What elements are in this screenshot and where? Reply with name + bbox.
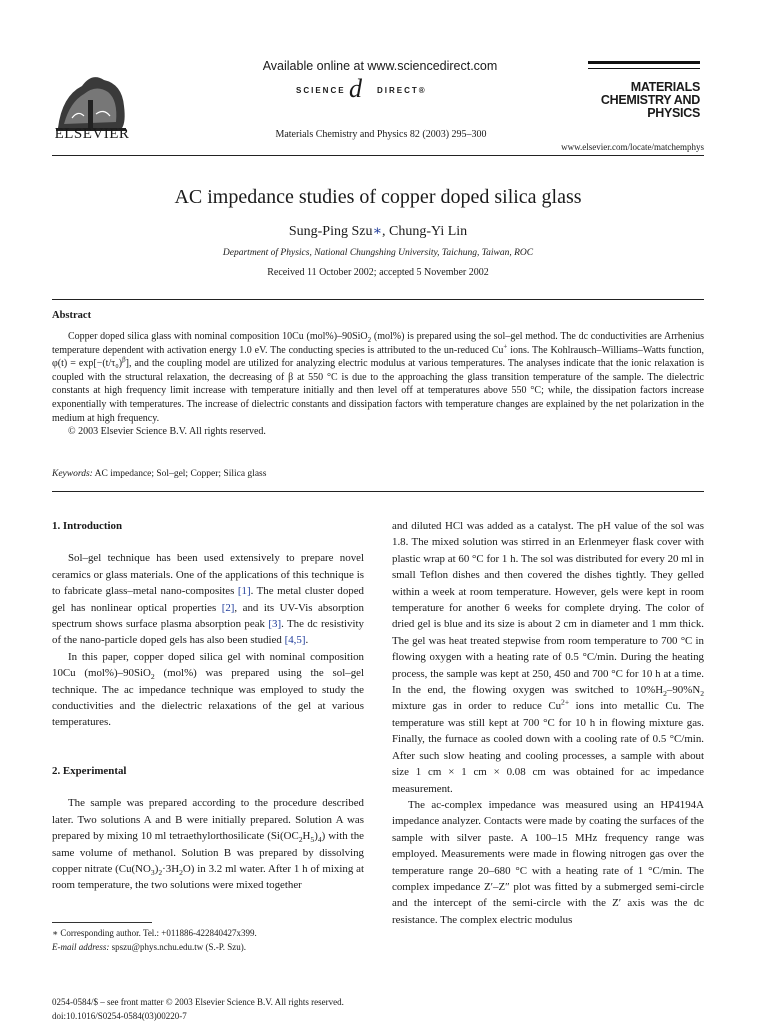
abstract-divider xyxy=(52,491,704,492)
experimental-paragraph-continued: and diluted HCl was added as a catalyst. The pH value of the sol was 1.8. The mixed solution was stirred in an Erlenmeyer flask cover with plastic wrap at 60 °C for 1 h. The sol was distributed for every 20 ml in small Teflon dishes and then covered the dishes tightly. They gelled within a week at room temperature. However, gels were kept in room temperature for another 6 weeks for complete drying. The color of dried gel is blue and its size is about 2 cm in diameter and 1 mm thick. The gel was heat treated stepwise from room temperature to 700 °C in flowing oxygen with a heating rate of 0.5 °C/min. During the heating process, the sample was kept at 250, 450 and 700 °C for 10 h at a time. In the end, the flowing oxygen was switched to $10\%H_2-90\%N_2$ mixture gas in order to reduce $Cu^{2+}$ ions into metallic Cu. The temperature was still kept at 700 °C for 10 h in flowing mixture gas. Finally, the furnace as cooled down with a cooling rate of 0.5 °C/min. After such slow heating and cooling processes, a sample with about size 1 cm × 1 cm × 0.08 cm was obtained for ac impedance measurement. xyxy=(392,520,705,795)
journal-logo xyxy=(588,61,700,125)
section-heading-introduction: 1. Introduction xyxy=(52,520,122,532)
email-note xyxy=(52,940,372,954)
intro-paragraph-2: In this paper, copper doped silica gel with nominal composition 10Cu (mol%)–90SiO$_2$ (mol%) was prepared using the sol–gel technique. The ac impedance technique was employed to study the conductivities and the dielectric relaxations of the gel at various temperatures. xyxy=(52,650,364,729)
elsevier-wordmark: ELSEVIER xyxy=(54,126,130,142)
experimental-paragraph-2: The ac-complex impedance was measured using an HP4194A impedance analyzer. Contacts were made by coating the surfaces of the sample with silver paste. A 100–15 MHz frequency range was employed. Measurements were made in flowing nitrogen gas over the temperature range 20–680 °C with a heating rate of 1 °C/min. The complex impedance Z′–Z″ plot was fitted by a submerged semi-circle and the intercept of the semi-circle with the Z′ axis was the dc resistance. The complex electric modulus xyxy=(392,798,704,926)
footnote xyxy=(52,926,372,954)
journal-title-line1: MATERIALS xyxy=(630,80,700,94)
author-szu: Sung-Ping Szu xyxy=(288,224,373,239)
left-column xyxy=(52,518,364,894)
abstract-body xyxy=(52,330,704,439)
keywords-label: Keywords: xyxy=(52,469,93,479)
intro-paragraph-1: Sol–gel technique has been used extensively to prepare novel ceramics or glass materials. One of the applications of this technique is to fabricate glass–metal nano-composites [1]. The metal cluster doped gel has nonlinear optical properties [2], and its UV-Vis absorption spectrum shows surface plasma absorption peak [3]. The dc resistivity of the nano-particle doped gels has also been studied [4,5]. xyxy=(52,552,365,647)
journal-title-line3: PHYSICS xyxy=(647,106,700,120)
available-online-notice: Available online at www.sciencedirect.com xyxy=(262,59,498,73)
citation-link-2[interactable]: [2] xyxy=(221,601,235,614)
author-list xyxy=(52,223,704,240)
doi-line: doi:10.1016/S0254-0584(03)00220-7 xyxy=(52,1010,187,1021)
author-affiliation: Department of Physics, National Chungshing University, Taichung, Taiwan, ROC xyxy=(222,248,534,258)
title-divider xyxy=(52,299,704,300)
article-title: AC impedance studies of copper doped silica glass xyxy=(174,186,582,208)
journal-logo-rule-top xyxy=(588,61,700,64)
sciencedirect-logo-mark: d xyxy=(349,74,362,103)
keywords xyxy=(52,469,704,479)
header-divider xyxy=(52,155,704,156)
footnote-divider xyxy=(52,922,152,923)
issn-line: 0254-0584/$ – see front matter © 2003 Elsevier Science B.V. All rights reserved. xyxy=(52,997,344,1007)
keywords-list: AC impedance; Sol–gel; Copper; Silica glass xyxy=(92,469,267,479)
author-lin: , Chung-Yi Lin xyxy=(381,224,468,239)
citation-link-3[interactable]: [3] xyxy=(268,618,282,631)
email-address[interactable]: spszu@phys.nchu.edu.tw (S.-P. Szu). xyxy=(109,942,246,952)
abstract-copyright: © 2003 Elsevier Science B.V. All rights reserved. xyxy=(68,426,266,438)
email-label: E-mail address: xyxy=(52,942,110,952)
page-footer xyxy=(52,996,552,1023)
sciencedirect-logo-left: SCIENCE xyxy=(296,86,346,95)
corresponding-author-note: ∗ Corresponding author. Tel.: +011886-422840427x399. xyxy=(52,928,257,938)
received-dates: Received 11 October 2002; accepted 5 November 2002 xyxy=(267,267,489,278)
corresponding-author-mark[interactable]: ∗ xyxy=(372,224,382,239)
section-heading-experimental: 2. Experimental xyxy=(52,764,127,777)
citation-link-4-5[interactable]: [4,5] xyxy=(284,634,306,647)
sciencedirect-logo-right: DIRECT® xyxy=(377,86,427,95)
abstract-heading: Abstract xyxy=(52,310,92,321)
abstract-paragraph: Copper doped silica glass with nominal composition 10Cu (mol%)–90SiO$_2$ (mol%) is prepared using the sol–gel method. The dc conductivities are Arrhenius temperature dependent with activation energy 1.0 eV. The conducting species is attributed to the un-reduced Cu+ ions. The Kohlrausch–Williams–Watts function, $\varphi(t) = \exp[-(t/\tau_0)^\beta]$, and the coupling model are utilized for analyzing electric modulus at various temperatures. The analyses indicate that the ionic relaxation is coupled with the structural relaxation, the decreasing of β at 550 °C is due to the approaching the glass transition temperature of the sample. The dielectric constants at high frequency limit increase with temperature initially and then level off at temperatures above 550 °C; while, the dissipation factors increase exponentially with temperatures. The increase of dielectric constants and dissipation factors with temperature changes are explained by the net polarization in the medium at high frequency. xyxy=(52,331,705,424)
experimental-paragraph-1: The sample was prepared according to the procedure described later. Two solutions A and B were initially prepared. Solution A was prepared by mixing 10 ml tetraethylorthosilicate $(Si(OC_2H_5)_4)$ with the same volume of methanol. Solution B was prepared by dissolving copper nitrate $(Cu(NO_3)_2\cdot 3H_2O)$ in 3.2 ml water. After 1 h of mixing at room temperature, the two solutions were mixed together xyxy=(52,797,364,892)
journal-url-link[interactable]: www.elsevier.com/locate/matchemphys xyxy=(561,142,704,152)
journal-logo-rule-thin xyxy=(588,68,700,69)
journal-citation: Materials Chemistry and Physics 82 (2003) 295–300 xyxy=(275,129,487,140)
journal-logo-title xyxy=(601,81,700,120)
citation-link-1[interactable]: [1] xyxy=(237,585,251,598)
journal-title-line2: CHEMISTRY AND xyxy=(600,93,700,107)
right-column xyxy=(392,518,704,928)
